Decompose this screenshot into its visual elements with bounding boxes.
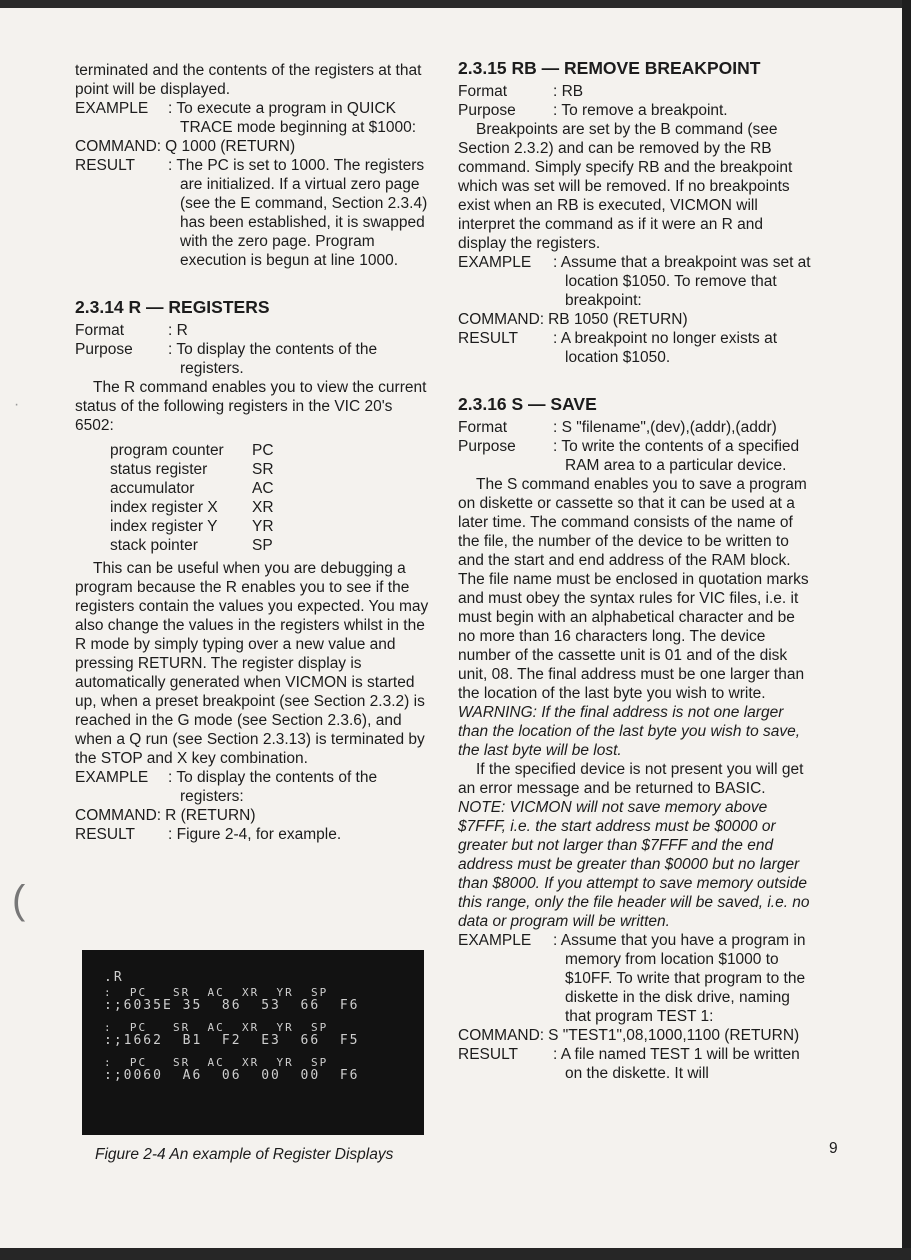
register-abbr: AC	[252, 480, 274, 497]
command-label: COMMAND:	[458, 1027, 545, 1044]
table-row	[110, 441, 274, 460]
screen-line: : PC SR AC XR YR SP	[104, 1021, 329, 1034]
registers-section	[75, 296, 430, 844]
format-label: Format	[458, 83, 508, 100]
r-command-row	[75, 806, 430, 825]
right-column	[458, 57, 811, 1083]
q-command-row	[75, 137, 430, 156]
format-label: Format	[458, 419, 508, 436]
register-name: accumulator	[110, 480, 195, 497]
purpose-row	[75, 340, 430, 378]
purpose-label: Purpose	[458, 438, 516, 455]
save-section	[458, 393, 811, 1083]
purpose-label: Purpose	[458, 102, 516, 119]
format-row	[75, 321, 430, 340]
purpose-text: : To remove a breakpoint.	[553, 102, 728, 119]
body-paragraph: This can be useful when you are debugging a program because the R enables you to see if the registers contain the values you expected. You may also change the values in the registers whilst in the R mode by simply typing over a new value and pressing RETURN. The register display is automatically generated when VICMON is started up, when a preset breakpoint (see Section 2.3.2) is reached in the G mode (see Section 2.3.6), and when a Q run (see Section 2.3.13) is terminated by the STOP and X key combination.	[75, 560, 429, 767]
format-row	[458, 418, 811, 437]
q-example-row	[75, 99, 430, 137]
body-paragraph: Breakpoints are set by the B command (see Section 2.3.2) and can be removed by the RB command. Simply specify RB and the breakpoint which was set will be removed. If no breakpoints exist when an RB is executed, VICMON will interpret the command as if it were an R and display the registers.	[458, 121, 793, 252]
register-name: index register X	[110, 499, 218, 516]
r-example-row	[75, 768, 430, 806]
rb-command-row	[458, 310, 811, 329]
example-text: : To display the contents of the registers:	[168, 769, 378, 805]
s-result-row	[458, 1045, 811, 1083]
rb-result-row	[458, 329, 811, 367]
command-text: Q 1000 (RETURN)	[165, 138, 296, 155]
figure-caption: Figure 2-4 An example of Register Displays	[95, 1146, 394, 1163]
page-number: 9	[829, 1140, 838, 1157]
table-row	[110, 479, 274, 498]
section-heading: 2.3.16 S — SAVE	[458, 394, 597, 414]
command-label: COMMAND:	[458, 311, 545, 328]
register-abbr: XR	[252, 499, 274, 516]
s-example-row	[458, 931, 811, 1026]
register-abbr: PC	[252, 442, 274, 459]
table-row	[110, 536, 274, 555]
rb-example-row	[458, 253, 811, 310]
body-paragraph: The R command enables you to view the current status of the following registers in the VIC 20's 6502:	[75, 379, 427, 434]
command-text: S "TEST1",08,1000,1100 (RETURN)	[548, 1027, 800, 1044]
table-row	[110, 517, 274, 536]
register-name: index register Y	[110, 518, 218, 535]
r-result-row	[75, 825, 430, 844]
note-paragraph: NOTE: VICMON will not save memory above $7FFF, i.e. the start address must be $0000 or greater but not larger than $7FFF and the end address must be greater than $0000 but no larger than $8000. If you attempt to save memory outside this range, only the file header will be saved, i.e. no data or program will be written.	[458, 799, 810, 930]
command-label: COMMAND:	[75, 807, 162, 824]
warning-paragraph: WARNING: If the final address is not one larger than the location of the last byte you wish to save, the last byte will be lost.	[458, 704, 801, 759]
section-heading: 2.3.15 RB — REMOVE BREAKPOINT	[458, 58, 761, 78]
result-label: RESULT	[75, 826, 136, 843]
example-label: EXAMPLE	[458, 254, 532, 271]
example-label: EXAMPLE	[75, 769, 149, 786]
format-text: : RB	[553, 83, 584, 100]
register-abbr: YR	[252, 518, 274, 535]
left-column	[75, 61, 430, 844]
table-row	[110, 460, 274, 479]
result-text: : A file named TEST 1 will be written on the diskette. It will	[553, 1046, 800, 1082]
purpose-text: : To display the contents of the registers.	[168, 341, 378, 377]
scan-edge-top	[0, 0, 911, 8]
body-paragraph: If the specified device is not present you will get an error message and be returned to BASIC.	[458, 761, 804, 797]
register-name: program counter	[110, 442, 224, 459]
q-result-row	[75, 156, 430, 270]
example-label: EXAMPLE	[458, 932, 532, 949]
format-label: Format	[75, 322, 125, 339]
example-text: : To execute a program in QUICK TRACE mode beginning at $1000:	[168, 100, 417, 136]
register-abbr: SR	[252, 461, 274, 478]
table-row	[110, 498, 274, 517]
format-text: : R	[168, 322, 188, 339]
intro-paragraph: terminated and the contents of the registers at that point will be displayed.	[75, 62, 422, 98]
command-text: RB 1050 (RETURN)	[548, 311, 688, 328]
format-row	[458, 82, 811, 101]
register-display-screenshot	[82, 950, 424, 1135]
registers-table	[110, 441, 274, 555]
result-label: RESULT	[458, 1046, 519, 1063]
scan-speck: ·	[14, 396, 20, 413]
remove-breakpoint-section	[458, 57, 811, 367]
example-text: : Assume that you have a program in memory from location $1000 to $10FF. To write that program to the diskette in the disk drive, naming that program TEST 1:	[553, 932, 806, 1025]
screen-line: : PC SR AC XR YR SP	[104, 1056, 329, 1069]
scan-binding-mark: (	[12, 878, 26, 922]
screen-line: :;6035E 35 86 53 66 F6	[104, 998, 360, 1013]
result-text: : Figure 2-4, for example.	[168, 826, 342, 843]
purpose-label: Purpose	[75, 341, 133, 358]
s-command-row	[458, 1026, 811, 1045]
result-label: RESULT	[75, 157, 136, 174]
scan-edge-bottom	[0, 1248, 911, 1260]
result-text: : The PC is set to 1000. The registers are initialized. If a virtual zero page (see the E command, Section 2.3.4) has been established, it is swapped with the zero page. Program execution is begun at line 1000.	[168, 157, 428, 269]
command-label: COMMAND:	[75, 138, 162, 155]
screen-line: :;0060 A6 06 00 00 F6	[104, 1068, 360, 1083]
result-text: : A breakpoint no longer exists at location $1050.	[553, 330, 778, 366]
section-heading: 2.3.14 R — REGISTERS	[75, 297, 270, 317]
example-text: : Assume that a breakpoint was set at location $1050. To remove that breakpoint:	[553, 254, 811, 309]
purpose-row	[458, 101, 811, 120]
body-paragraph: The S command enables you to save a program on diskette or cassette so that it can be used at a later time. The command consists of the name of the file, the number of the device to be written to and the start and end address of the RAM block. The file name must be enclosed in quotation marks and must obey the syntax rules for VIC files, i.e. it must begin with an alphabetical character and be no more than 16 characters long. The device number of the cassette unit is 01 and of the disk unit, 08. The final address must be one larger than the location of the last byte you wish to write.	[458, 476, 809, 702]
result-label: RESULT	[458, 330, 519, 347]
command-text: R (RETURN)	[165, 807, 256, 824]
register-name: status register	[110, 461, 208, 478]
purpose-text: : To write the contents of a specified RAM area to a particular device.	[553, 438, 800, 474]
screen-line: : PC SR AC XR YR SP	[104, 986, 329, 999]
register-name: stack pointer	[110, 537, 198, 554]
purpose-row	[458, 437, 811, 475]
screen-line: :;1662 B1 F2 E3 66 F5	[104, 1033, 360, 1048]
screen-line: .R	[104, 970, 124, 985]
scan-edge-right	[902, 0, 911, 1260]
register-abbr: SP	[252, 537, 273, 554]
example-label: EXAMPLE	[75, 100, 149, 117]
format-text: : S "filename",(dev),(addr),(addr)	[553, 419, 777, 436]
